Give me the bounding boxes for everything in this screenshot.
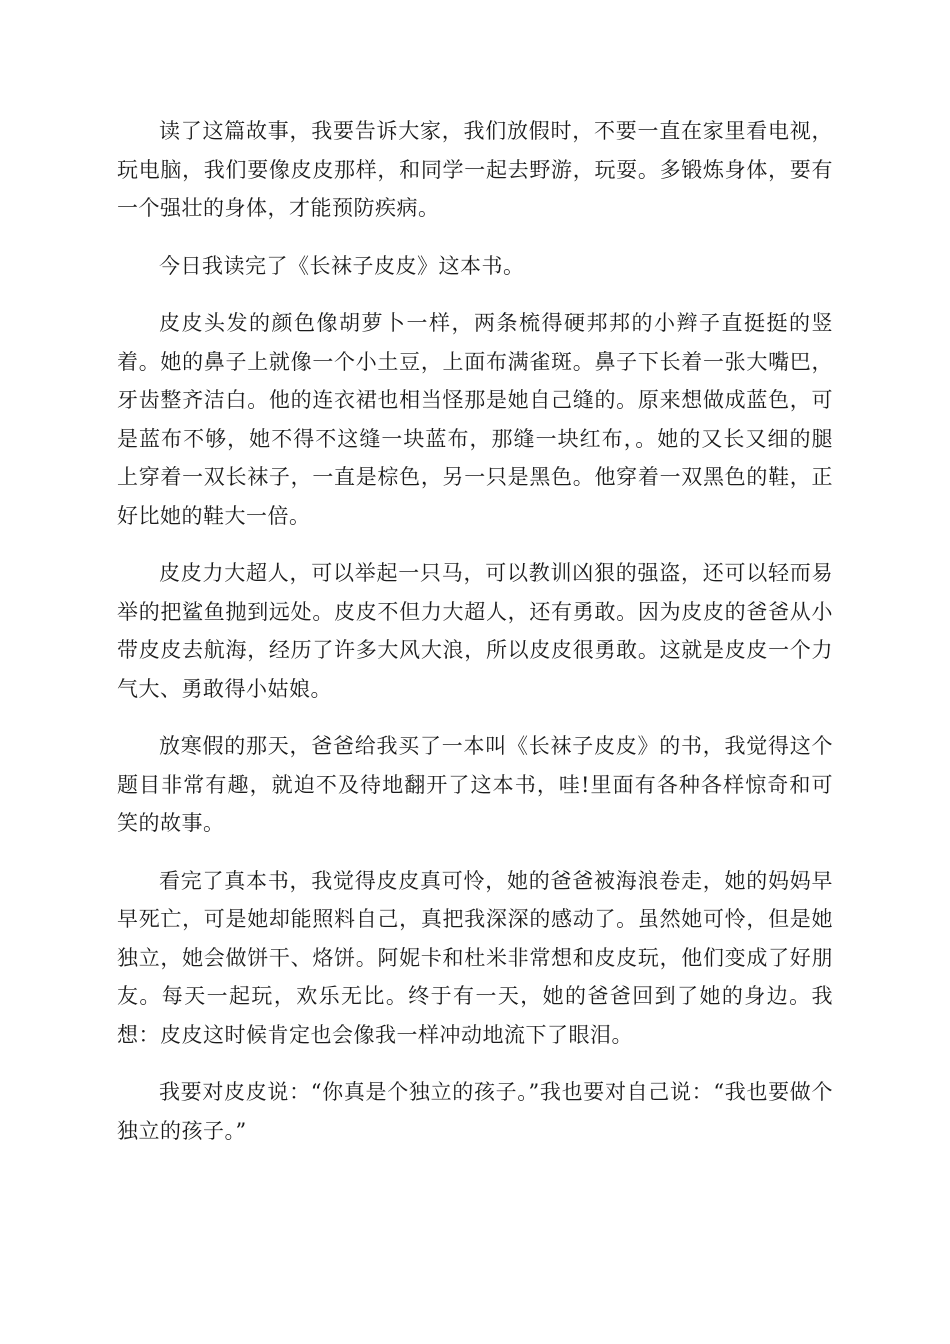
paragraph-6: 看完了真本书，我觉得皮皮真可怜，她的爸爸被海浪卷走，她的妈妈早早死亡，可是她却能照料自己，真把我深深的感动了。虽然她可怜，但是她独立，她会做饼干、烙饼。阿妮卡和杜米非常想和皮皮玩，他们变成了好朋友。每天一起玩，欢乐无比。终于有一天，她的爸爸回到了她的身边。我想：皮皮这时候肯定也会像我一样冲动地流下了眼泪。 <box>117 868 833 1047</box>
paragraph-7: 我要对皮皮说：“你真是个独立的孩子。”我也要对自己说：“我也要做个独立的孩子。” <box>117 1080 833 1143</box>
paragraph-5: 放寒假的那天，爸爸给我买了一本叫《长袜子皮皮》的书，我觉得这个题目非常有趣，就迫不及待地翻开了这本书，哇!里面有各种各样惊奇和可笑的故事。 <box>117 734 833 835</box>
paragraph-4: 皮皮力大超人，可以举起一只马，可以教训凶狠的强盗，还可以轻而易举的把鲨鱼抛到远处。皮皮不但力大超人，还有勇敢。因为皮皮的爸爸从小带皮皮去航海，经历了许多大风大浪，所以皮皮很勇敢。这就是皮皮一个力气大、勇敢得小姑娘。 <box>117 561 833 701</box>
document-body <box>117 112 833 1169</box>
paragraph-3: 皮皮头发的颜色像胡萝卜一样，两条梳得硬邦邦的小辫子直挺挺的竖着。她的鼻子上就像一个小土豆，上面布满雀斑。鼻子下长着一张大嘴巴，牙齿整齐洁白。他的连衣裙也相当怪那是她自己缝的。原来想做成蓝色，可是蓝布不够，她不得不这缝一块蓝布，那缝一块红布，。她的又长又细的腿上穿着一双长袜子，一直是棕色，另一只是黑色。他穿着一双黑色的鞋，正好比她的鞋大一倍。 <box>117 311 833 528</box>
paragraph-1: 读了这篇故事，我要告诉大家，我们放假时，不要一直在家里看电视，玩电脑，我们要像皮皮那样，和同学一起去野游，玩耍。多锻炼身体，要有一个强壮的身体，才能预防疾病。 <box>117 119 833 220</box>
paragraph-2: 今日我读完了《长袜子皮皮》这本书。 <box>159 253 525 278</box>
